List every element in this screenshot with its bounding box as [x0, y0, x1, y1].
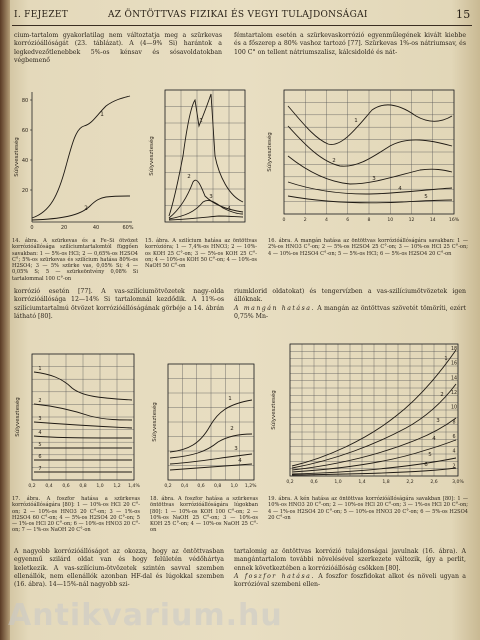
- y-tick-label: 8: [452, 420, 456, 426]
- fig19-grid: [290, 344, 458, 476]
- curve-label-3: 3: [209, 194, 213, 200]
- x-tick-label: 2,2: [406, 480, 414, 485]
- curve-label-4: 4: [227, 206, 231, 212]
- page-number: 15: [456, 8, 471, 21]
- series-1-curve: [288, 105, 452, 145]
- curve-label-5: 5: [38, 442, 42, 448]
- curve-label-2: 2: [187, 174, 191, 180]
- text-top-col2: fémtartalom esetén a szürkevaskorrózió egyenműlegének kivált kiebbe és a főszerep a 80% vashoz tartozó [77]. Szürkevas 1%-os nátriumsav, és 100 C° on tellent nátriumszalisz, kálcsidoldé és nát-: [234, 32, 466, 56]
- series-2-curve: [288, 126, 452, 166]
- y-axis-label: Súlyveszteség: [271, 390, 277, 430]
- fig16-grid: [284, 90, 454, 214]
- x-tick-label: 0,6: [197, 484, 205, 489]
- x-tick-label: 1,8: [382, 480, 390, 485]
- figure-19: [266, 340, 466, 492]
- curve-label-2: 2: [332, 158, 336, 164]
- y-tick-label: 60: [21, 128, 29, 134]
- x-tick-label: 6: [346, 218, 350, 223]
- y-tick-label: 16: [450, 361, 458, 367]
- x-tick-label: 0,2: [164, 484, 172, 489]
- watermark: Antikvarium.hu: [8, 598, 283, 633]
- figure-18: [148, 360, 258, 492]
- figure-16: [262, 86, 467, 236]
- x-tick-label: 20: [60, 225, 68, 231]
- figure-15: [145, 86, 250, 236]
- curve-label-3: 3: [234, 446, 238, 452]
- subheading-foszfor: A foszfor hatása.: [234, 572, 315, 580]
- x-tick-label: 0,4: [180, 484, 189, 489]
- caption-fig17: 17. ábra. A foszfor hatása a szürkevas korrózióállóságára [80]: 1 — 10%-os HCl 20 C°-on; 2 — 10%-os HNO3 20 C°-on; 3 — 1%-os H2SO4 60 C°-on; 4 — 5%-os H2SO4 20 C°-on; 5 — 1%-os HCl 20 C°-on; 6 — 10%-os HNO3 20 C°-on; 7 — 1%-os NaOH 20 C°-on: [12, 496, 140, 534]
- curve-label-2: 2: [230, 426, 234, 432]
- curve-label-2: 2: [440, 392, 444, 398]
- curve-label-3: 3: [436, 418, 440, 424]
- caption-fig15: 15. ábra. A szilícium hatása az öntöttvas korrózióra; 1 — 7,4%-os HNO3; 2 — 10%-os KOH 25 C°-on; 3 — 5%-os KOH 25 C°-on; 4 — 10%-os KOH 50 C°-on; 4 — 10%-os NaOH 50 C°-on: [145, 238, 257, 270]
- caption-fig18: 18. ábra. A foszfor hatása a szürkevas öntöttvas korrózióállóságára lúgokban [80]: 1 — 10%-os KOH 100 C°-on; 2 — 10%-os NaOH 25 C°-on; 3 — 10%-os KOH 25 C°-on; 4 — 10%-os NaOH 25 C°-on: [150, 496, 258, 534]
- curve-label-5: 5: [428, 452, 432, 458]
- curve-label-1: 1: [100, 111, 104, 118]
- curve-label-4: 4: [398, 186, 402, 192]
- x-tick-label: 1,4%: [128, 484, 140, 489]
- x-tick-label: 14: [429, 218, 436, 223]
- x-tick-label: 1,0: [230, 484, 238, 489]
- y-tick-label: 14: [450, 376, 458, 382]
- x-tick-label: 0,4: [45, 484, 53, 489]
- y-tick-label: 12: [450, 391, 458, 396]
- x-tick-label: 10: [387, 218, 394, 223]
- curve-label-4: 4: [38, 430, 42, 436]
- curve-label-4: 4: [238, 458, 242, 464]
- x-tick-label: 0: [282, 218, 286, 223]
- curve-label-1: 1: [354, 118, 358, 124]
- y-tick-label: 10: [450, 405, 458, 411]
- chapter-header: I. FEJEZET: [14, 10, 69, 20]
- text-mid-col1: korrózió esetén [77]. A vas-szilíciumötvözetek nagy-olda korrózióállósága 12—14% Si tartalomnál kezdődik. A 11%-os szilíciumtartalmú ötvözet korrózióállóságának görbéje a 14. ábrán látható [80].: [14, 288, 224, 320]
- series-2-curve: [32, 196, 130, 220]
- x-tick-label: 0,8: [213, 484, 222, 489]
- running-title: AZ ÖNTÖTTVAS FIZIKAI ÉS VEGYI TULAJDONSÁGAI: [108, 10, 368, 20]
- subheading-mangan: A mangán hatása.: [234, 304, 315, 312]
- curve-label-7: 7: [38, 466, 42, 472]
- series-1-curve: [32, 96, 130, 218]
- book-spine-edge: [0, 0, 10, 640]
- caption-fig19: 19. ábra. A kén hatása az öntöttvas korrózióállóságára savakban [80]: 1 — 10%-os HNO3 20 C°-on; 2 — 10%-os HCl 20 C°-on; 3 — 1%-os HCl 20 C°-on; 4 — 1%-os H2SO4 20 C°-on; 5 — 10%-os HNO3 20 C°-on; 6 — 5%-os H2SO4 20 C°-on: [268, 496, 468, 521]
- x-tick-label: 0,6: [310, 480, 318, 485]
- y-axis-label: Súlyveszteség: [15, 397, 21, 437]
- text-top-col1: cium-tartalom gyakorlatilag nem változtatja meg a szürkevas korrózióállóságát (23. táblázat). A (4—9% Si) harántok a legkedvezőtlenebbek 5%-os kénsav és sósavoldatokban végbemenő: [14, 32, 222, 64]
- x-tick-label: 2,6: [430, 480, 438, 485]
- series-4-curve: [288, 182, 452, 194]
- y-axis-label: Súlyveszteség: [152, 402, 158, 442]
- x-tick-label: 0,2: [286, 480, 294, 485]
- curve-label-6: 6: [38, 454, 42, 460]
- figure-17: [10, 350, 138, 492]
- figure-14: [10, 86, 140, 236]
- curve-label-6: 6: [424, 462, 428, 468]
- x-tick-label: 12: [408, 218, 415, 223]
- y-axis-label: Súlyveszteség: [267, 132, 273, 172]
- x-tick-label: 1,0: [96, 484, 104, 489]
- x-tick-label: 1,4: [358, 480, 366, 485]
- series-3-curve: [288, 156, 452, 184]
- x-tick-label: 0,2: [28, 484, 36, 489]
- curve-label-4: 4: [432, 436, 436, 442]
- series-2-curve: [169, 180, 243, 218]
- curve-label-1: 1: [38, 366, 42, 372]
- x-tick-label: 0,6: [62, 484, 70, 489]
- y-tick-label: 2: [452, 464, 456, 470]
- y-tick-label: 20: [21, 188, 29, 194]
- text-mid-col2: riumklorid oldatokat) és tengervízben a vas-szilíciumötvözetek igen állóknak. A mangán hatása. A mangán az öntöttvas szövetét tömöríti, ezért 0,75% Mn-: [234, 288, 466, 320]
- x-tick-label: 3,0%: [452, 480, 464, 485]
- y-tick-label: 80: [21, 98, 29, 104]
- y-axis-label: Súlyveszteség: [14, 137, 20, 177]
- x-tick-label: 0: [30, 225, 34, 231]
- x-tick-label: 1,2%: [244, 484, 257, 489]
- curve-label-2: 2: [38, 398, 42, 404]
- x-tick-label: 16%: [448, 218, 460, 223]
- fig17-grid: [32, 354, 134, 480]
- y-tick-label: 4: [452, 449, 456, 455]
- curve-label-1: 1: [444, 356, 448, 362]
- x-tick-label: 60%: [122, 225, 134, 231]
- curve-label-1: 1: [199, 118, 203, 124]
- x-tick-label: 1,0: [334, 480, 342, 485]
- curve-label-3: 3: [372, 176, 376, 182]
- x-tick-label: 0,8: [79, 484, 87, 489]
- text-bottom-col1: A nagyobb korrózióállóságot az okozza, hogy az öntöttvasban egyenmű szilárd oldat van és hogy felületén védőhártya keletkezik. A vas-szilícium-ötvözetek szintén savval szemben ellenállók, nem ellenállók azonban HF-dal és lúgokkal szemben (16. ábra). 14—15%-nál nagyobb szi-: [14, 548, 224, 589]
- x-tick-label: 4: [325, 218, 328, 223]
- x-tick-label: 40: [92, 225, 100, 231]
- curve-label-5: 5: [424, 194, 428, 200]
- curve-label-3: 3: [38, 416, 42, 422]
- y-tick-label: 6: [452, 435, 456, 440]
- series-1-curve: [169, 94, 243, 216]
- y-tick-label: 40: [21, 158, 29, 164]
- header-rule: [12, 25, 472, 26]
- curve-label-2: 2: [84, 205, 88, 212]
- caption-fig14: 14. ábra. A szürkevas és a Fe–Si ötvözet korrózióállósága szilíciumtartalomtól függően savakban: 1 — 5%-os HCl; 2 — 0,65%-os H2SO4 C°; 5%-os szürkevas és szilícium hatása 80%-os H2SO4; 3 — 5% szürke vas, 0,05% Si; 4 — 0,05% S; 5 — szürkeöntvény 0,08% Si tartalommal 100 C°-on: [12, 238, 138, 282]
- y-tick-label: 18: [450, 347, 458, 352]
- y-axis-label: Súlyveszteség: [149, 136, 155, 176]
- x-tick-label: 1,2: [113, 484, 121, 489]
- x-tick-label: 8: [367, 218, 371, 223]
- caption-fig16: 16. ábra. A mangán hatása az öntöttvas korrózióállóságára savakban: 1 — 2%-os HNO3 C°-on; 2 — 5%-os H2SO4 25 C°-on; 3 — 10%-os HCl 25 C°-on; 4 — 10%-os H2SO4 C°-on; 5 — 5%-os HCl; 6 — 5%-os H2SO4 20 C°-on: [268, 238, 468, 257]
- curve-label-1: 1: [228, 396, 232, 402]
- x-tick-label: 2: [303, 218, 307, 223]
- text-bottom-col2: tartalomig az öntöttvas korrózió tulajdonságai javulnak (16. ábra). A mangántartalom további növelésével szerkezete változik, így a perlit, ennek következtében a korrózióállóság csökken [80]. A foszfor hatása. A foszfor foszfidokat alkot és növeli ugyan a korrózióval szembeni ellen-: [234, 548, 466, 589]
